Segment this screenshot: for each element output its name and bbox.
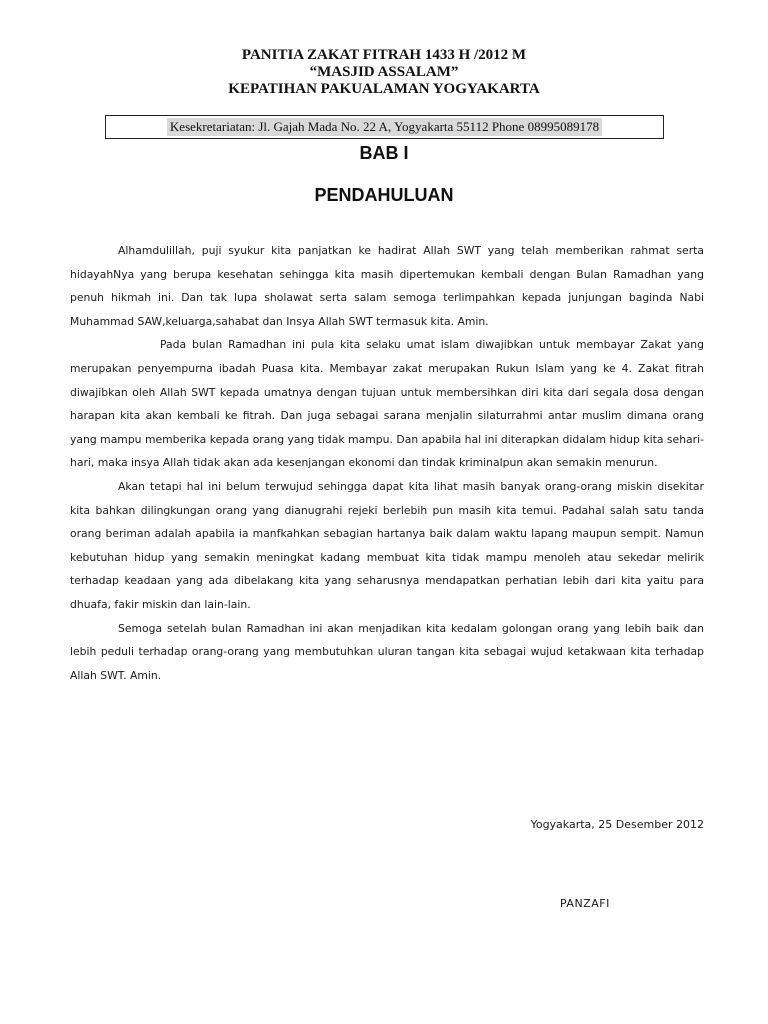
location-title: KEPATIHAN PAKUALAMAN YOGYAKARTA [228, 81, 540, 97]
paragraph: Akan tetapi hal ini belum terwujud sehingga dapat kita lihat masih banyak orang-orang miskin disekitar kita bahkan dilingkungan orang yang dianugrahi rejeki berlebih pun masih kita temui. Padahal salah satu tanda orang beriman adalah apabila ia manfkahkan sebagian hartanya baik dalam waktu lapang maupun sempit. Namun kebutuhan hidup yang semakin meningkat kadang membuat kita tidak mampu menoleh atau sekedar melirik terhadap keadaan yang ada dibelakang kita yang seharusnya mendapatkan perhatian lebih dari kita yaitu para dhuafa, fakir miskin dan lain-lain. [70, 479, 704, 611]
address-box [105, 115, 664, 139]
chapter-number: BAB I [359, 143, 409, 163]
paragraph: Semoga setelah bulan Ramadhan ini akan menjadikan kita kedalam golongan orang yang lebih baik dan lebih peduli terhadap orang-orang yang membutuhkan uluran tangan kita sebagai wujud ketakwaan kita terhadap Allah SWT. Amin. [70, 621, 704, 682]
organization-title: PANITIA ZAKAT FITRAH 1433 H /2012 M [241, 47, 527, 63]
chapter-title: PENDAHULUAN [314, 185, 454, 205]
signatory-name: PANZAFI [560, 897, 610, 910]
place-date: Yogyakarta, 25 Desember 2012 [530, 818, 704, 831]
paragraph: Alhamdulillah, puji syukur kita panjatkan ke hadirat Allah SWT yang telah memberikan rahmat serta hidayahNya yang berupa kesehatan sehingga kita masih dipertemukan kembali dengan Bulan Ramadhan yang penuh hikmah ini. Dan tak lupa sholawat serta salam semoga terlimpahkan kepada junjungan baginda Nabi Muhammad SAW,keluarga,sahabat dan Insya Allah SWT termasuk kita. Amin. [70, 244, 704, 328]
secretariat-address: Kesekretariatan: Jl. Gajah Mada No. 22 A, Yogyakarta 55112 Phone 08995089178 [167, 118, 602, 136]
body-text [70, 239, 704, 687]
mosque-name: “MASJID ASSALAM” [309, 64, 459, 80]
paragraph: Pada bulan Ramadhan ini pula kita selaku umat islam diwajibkan untuk membayar Zakat yang merupakan penyempurna ibadah Puasa kita. Membayar zakat merupakan Rukun Islam yang ke 4. Zakat fitrah diwajibkan oleh Allah SWT kepada umatnya dengan tujuan untuk membersihkan diri kita dari segala dosa dengan harapan kita akan kembali ke fitrah. Dan juga sebagai sarana menjalin silaturrahmi antar muslim dimana orang yang mampu memberika kepada orang yang tidak mampu. Dan apabila hal ini diterapkan didalam hidup kita sehari-hari, maka insya Allah tidak akan ada kesenjangan ekonomi dan tindak kriminalpun akan semakin menurun. [70, 338, 704, 470]
